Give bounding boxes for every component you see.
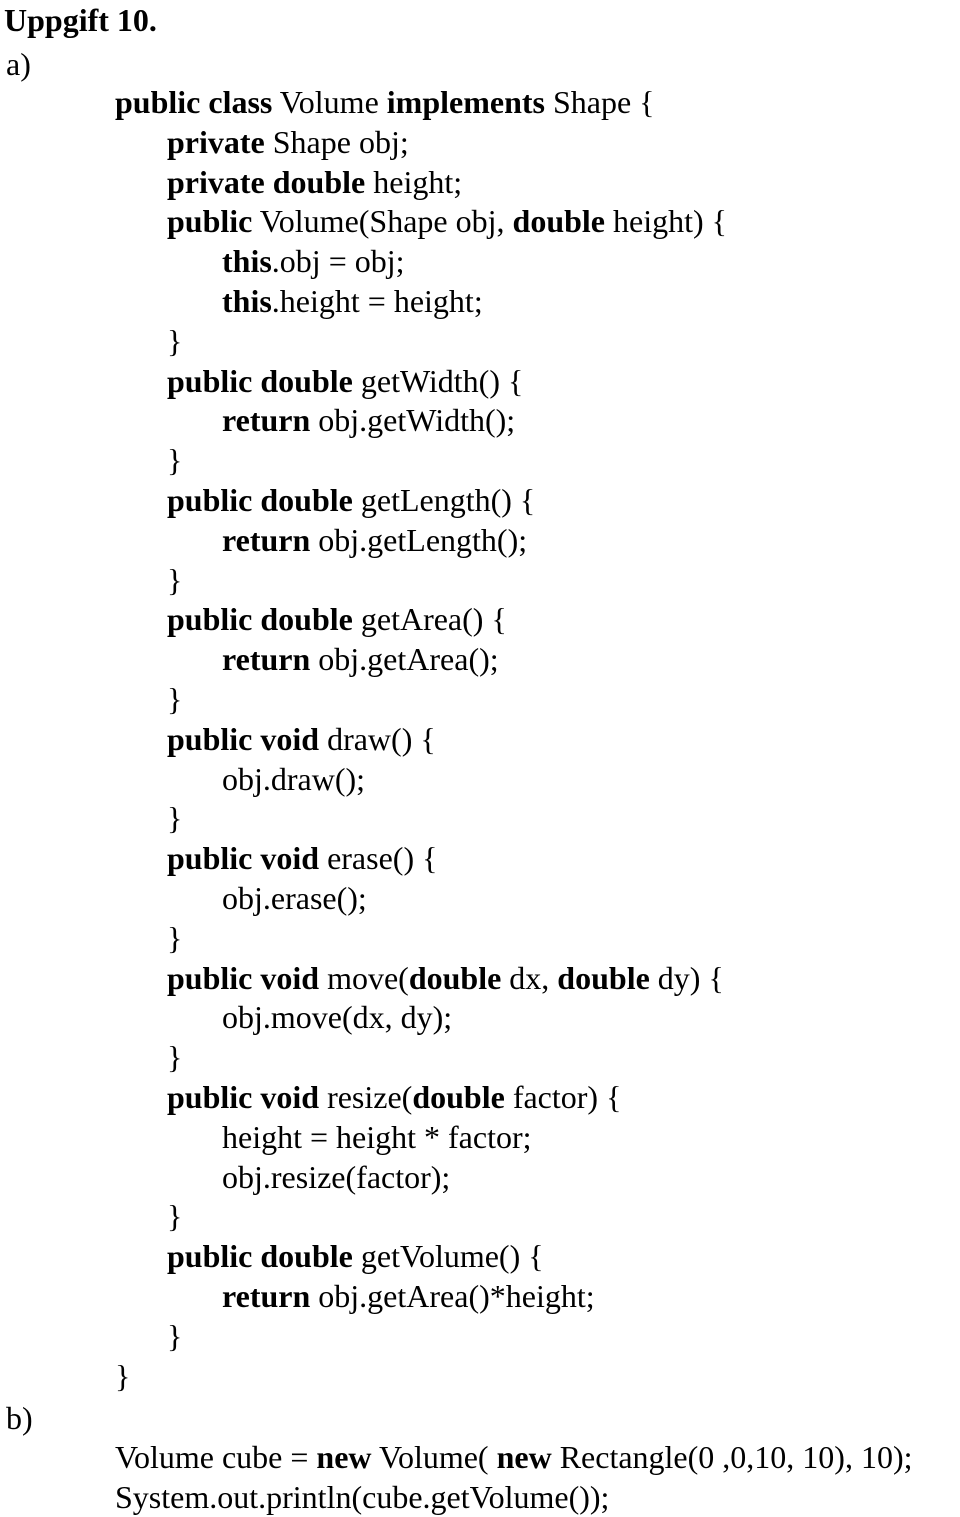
code-text: Volume(	[371, 1439, 497, 1475]
code-keyword: new	[316, 1439, 372, 1475]
code-line	[0, 1477, 960, 1517]
code-keyword: public double	[167, 601, 353, 638]
code-keyword: private double	[167, 163, 366, 200]
code-text: }	[167, 680, 183, 717]
code-text: }	[167, 561, 183, 598]
code-text: obj.resize(factor);	[222, 1158, 451, 1195]
code-keyword: double	[408, 959, 502, 996]
code-text: Rectangle(0 ,0,10, 10), 10);	[551, 1439, 913, 1475]
code-text: dx,	[501, 959, 558, 996]
code-text: getLength() {	[352, 481, 536, 518]
code-line	[0, 720, 960, 760]
code-text: obj.getArea()*height;	[310, 1277, 595, 1314]
code-keyword: this	[222, 282, 272, 319]
code-line	[0, 1038, 960, 1078]
code-keyword: public	[167, 203, 253, 240]
code-line	[0, 322, 960, 362]
code-line	[0, 1078, 960, 1118]
code-line	[0, 959, 960, 999]
code-text: }	[167, 322, 183, 359]
code-text: }	[167, 919, 183, 956]
code-line	[0, 1357, 960, 1397]
code-text: draw() {	[319, 720, 436, 757]
code-line	[0, 123, 960, 163]
code-line	[0, 998, 960, 1038]
code-text: }	[167, 1317, 183, 1354]
code-keyword: public class	[115, 84, 273, 120]
code-text: obj.getLength();	[310, 521, 528, 558]
code-keyword: public void	[167, 1078, 320, 1115]
code-text: erase() {	[319, 840, 438, 877]
code-keyword: public void	[167, 840, 320, 877]
code-keyword: return	[222, 1277, 311, 1314]
code-line	[0, 282, 960, 322]
code-text: }	[167, 442, 183, 479]
code-line	[0, 1437, 960, 1477]
code-line	[0, 760, 960, 800]
code-keyword: implements	[386, 84, 545, 120]
code-keyword: return	[222, 402, 311, 439]
document-title: Uppgift 10.	[4, 2, 157, 38]
code-keyword: public double	[167, 1238, 353, 1275]
code-line	[0, 1197, 960, 1237]
code-line	[0, 242, 960, 282]
code-text: factor) {	[504, 1078, 622, 1115]
code-text: }	[167, 1198, 183, 1235]
code-line	[0, 799, 960, 839]
code-text: resize(	[319, 1078, 413, 1115]
code-text: getVolume() {	[352, 1238, 544, 1275]
code-line	[0, 163, 960, 203]
code-line	[0, 202, 960, 242]
code-keyword: public void	[167, 959, 320, 996]
code-keyword: new	[496, 1439, 552, 1475]
code-line	[0, 521, 960, 561]
code-text: dy) {	[649, 959, 724, 996]
code-text: Volume(Shape obj,	[252, 203, 513, 240]
code-line	[0, 919, 960, 959]
code-line	[0, 600, 960, 640]
code-text: Shape {	[544, 84, 655, 120]
part-a-label: a)	[6, 46, 31, 82]
code-line	[0, 680, 960, 720]
code-line	[0, 561, 960, 601]
code-line	[0, 83, 960, 123]
code-text: getArea() {	[352, 601, 507, 638]
code-text: getWidth() {	[352, 362, 524, 399]
code-line	[0, 640, 960, 680]
code-line	[0, 1158, 960, 1198]
code-keyword: public double	[167, 481, 353, 518]
code-text: move(	[319, 959, 409, 996]
code-keyword: double	[557, 959, 650, 996]
code-text: System.out.println(cube.getVolume());	[115, 1479, 610, 1515]
code-line	[0, 1277, 960, 1317]
code-line	[0, 362, 960, 402]
code-line	[0, 1237, 960, 1277]
code-line	[0, 481, 960, 521]
code-keyword: private	[167, 123, 265, 160]
part-b-code-block	[0, 1437, 960, 1517]
code-keyword: return	[222, 521, 311, 558]
code-text: Shape obj;	[264, 123, 409, 160]
code-text: obj.getArea();	[310, 641, 499, 678]
code-text: }	[167, 1039, 183, 1076]
code-text: .obj = obj;	[271, 243, 405, 280]
code-text: .height = height;	[271, 282, 483, 319]
code-keyword: public void	[167, 720, 320, 757]
code-line	[0, 879, 960, 919]
code-line	[0, 441, 960, 481]
code-text: obj.getWidth();	[310, 402, 516, 439]
code-line	[0, 1118, 960, 1158]
code-keyword: double	[512, 203, 605, 240]
code-text: obj.move(dx, dy);	[222, 999, 453, 1036]
code-text: height = height * factor;	[222, 1118, 532, 1155]
code-keyword: this	[222, 243, 272, 280]
code-text: height;	[365, 163, 463, 200]
code-text: Volume	[272, 84, 387, 120]
code-keyword: public double	[167, 362, 353, 399]
code-text: }	[115, 1357, 131, 1394]
code-line	[0, 401, 960, 441]
code-keyword: return	[222, 641, 311, 678]
code-text: height) {	[605, 203, 727, 240]
code-line	[0, 1317, 960, 1357]
code-text: obj.erase();	[222, 879, 367, 916]
code-line	[0, 839, 960, 879]
code-text: Volume cube =	[115, 1439, 317, 1475]
code-text: }	[167, 800, 183, 837]
part-a-code-block	[0, 83, 960, 1396]
part-b-label: b)	[6, 1400, 33, 1436]
code-text: obj.draw();	[222, 760, 366, 797]
code-keyword: double	[412, 1078, 505, 1115]
